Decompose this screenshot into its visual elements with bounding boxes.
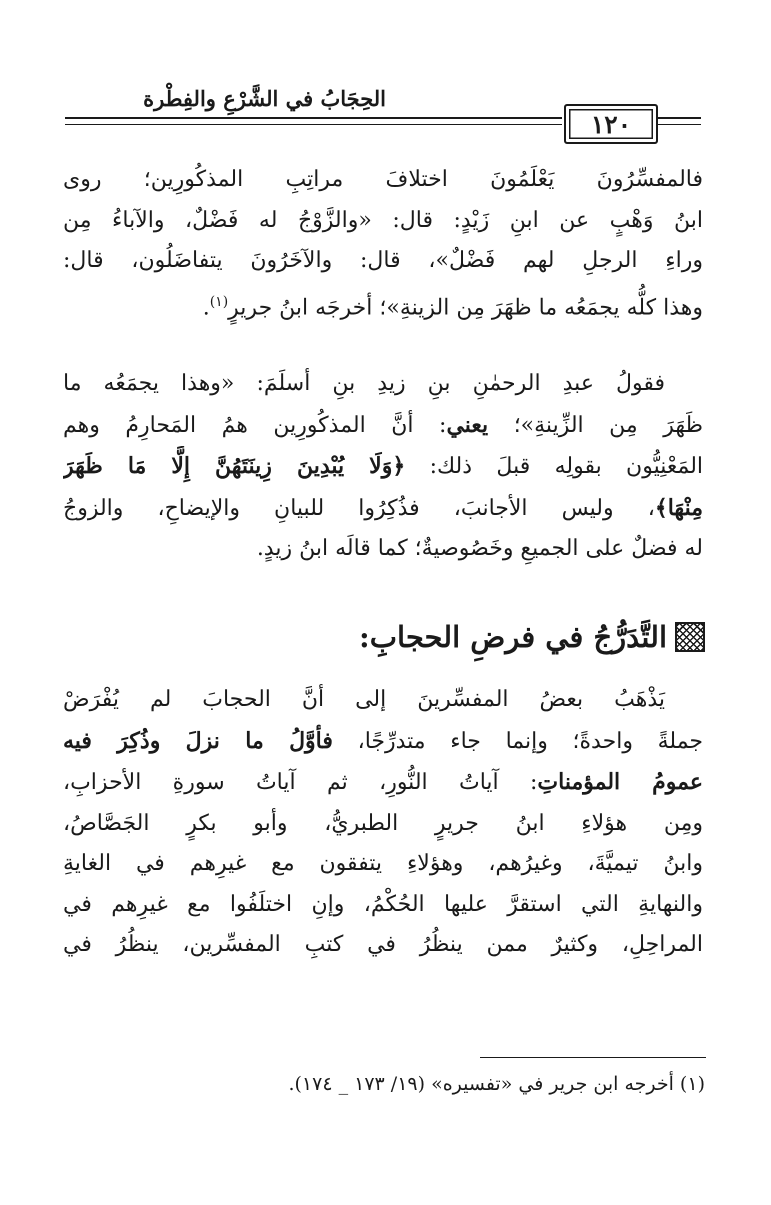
text-line: ومِن هؤلاءِ ابنُ جريرٍ الطبريُّ، وأبو بكرٍ الجَصَّاصُ، — [63, 810, 703, 836]
text-line: فالمفسِّرُونَ يَعْلَمُونَ اختلافَ مراتِبِ المذكُورِين؛ روى — [63, 167, 703, 192]
text-segment: . — [202, 294, 210, 320]
text-line — [63, 282, 703, 329]
text-segment: : آياتُ النُّورِ، ثم آياتُ سورةِ الأحزابِ، — [63, 770, 538, 795]
header-rule — [657, 124, 701, 125]
text-segment: فقولُ عبدِ الرحمٰنِ بنِ زيدِ بنِ أسلَمَ: «وهذا يجمَعُه ما — [63, 371, 665, 396]
running-title: الحِجَابُ في الشَّرْعِ والفِطْرة — [143, 86, 386, 111]
text-segment: المَعْنِيُّون بقولِه قبلَ ذلك: — [429, 454, 703, 479]
text-line: وراءِ الرجلِ لهم فَضْلٌ»، قال: والآخَرُونَ يتفاضَلُون، قال: — [63, 248, 703, 273]
paragraph-3 — [63, 680, 703, 966]
text-segment: ظَهَرَ مِن الزِّينةِ»؛ — [513, 412, 703, 438]
header-rule — [65, 117, 562, 119]
text-line — [63, 680, 703, 721]
text-line — [63, 721, 703, 763]
bold-phrase: عمومُ المؤمناتِ — [537, 769, 703, 795]
text-segment: وهذا كلُّه يجمَعُه ما ظهَرَ مِن الزينةِ»؛ أخرجَه ابنُ جريرٍ — [228, 294, 703, 320]
bold-term: يعني — [446, 411, 489, 438]
footnote-rule — [480, 1057, 706, 1058]
text-line — [63, 405, 703, 447]
header-rule — [65, 124, 562, 125]
text-line: والنهايةِ التي استقرَّ عليها الحُكْمُ، وإنِ اختلَفُوا مع غيرِهم في — [63, 891, 703, 917]
text-line: ابنُ وَهْبٍ عن ابنِ زَيْدٍ: قال: «والزَّوْجُ له فَضْلٌ، والآباءُ مِن — [63, 207, 703, 233]
text-line — [63, 762, 703, 804]
text-line: المراحِلِ، وكثيرٌ ممن ينظُرُ في كتبِ المفسِّرين، ينظُرُ في — [63, 932, 703, 957]
page-number: ١٢٠ — [564, 104, 658, 144]
text-line: له فضلٌ على الجميعِ وخَصُوصيةٌ؛ كما قالَه ابنُ زيدٍ. — [256, 536, 703, 561]
bold-phrase: فأوَّلُ ما نزلَ وذُكِرَ فيه — [63, 727, 333, 754]
header-rule — [657, 117, 701, 119]
text-line — [63, 364, 703, 405]
text-line — [63, 446, 703, 488]
section-heading — [359, 620, 705, 654]
square-ornament-icon — [675, 622, 705, 652]
paragraph-1 — [63, 160, 703, 328]
text-segment: جملةً واحدةً؛ وإنما جاء متدرِّجًا، — [357, 728, 703, 754]
text-segment: ، وليس الأجانبَ، فذُكِرُوا للبيانِ والإيضاحِ، والزوجُ — [63, 495, 655, 521]
paragraph-2 — [63, 364, 703, 570]
quran-quote: مِنْهَا﴾ — [654, 494, 703, 521]
text-segment: : أنَّ المذكُورِين همُ المَحارِمُ وهم — [63, 412, 447, 438]
text-line: وابنُ تيميَّةَ، وغيرُهم، وهؤلاءِ يتفقون مع غيرِهم في الغايةِ — [63, 851, 703, 876]
section-heading-text: التَّدَرُّجُ في فرضِ الحجابِ: — [358, 620, 667, 654]
text-line — [63, 488, 703, 530]
footnote: (١) أخرجه ابن جرير في «تفسيره» (١٩/ ١٧٣ _ ١٧٤). — [288, 1073, 705, 1095]
footnote-marker: (١) — [209, 293, 229, 310]
text-segment: يَذْهَبُ بعضُ المفسِّرينَ إلى أنَّ الحجابَ لم يُفْرَضْ — [63, 687, 665, 712]
quran-quote: ﴿وَلَا يُبْدِينَ زِينَتَهُنَّ إِلَّا مَا ظَهَرَ — [63, 453, 406, 479]
